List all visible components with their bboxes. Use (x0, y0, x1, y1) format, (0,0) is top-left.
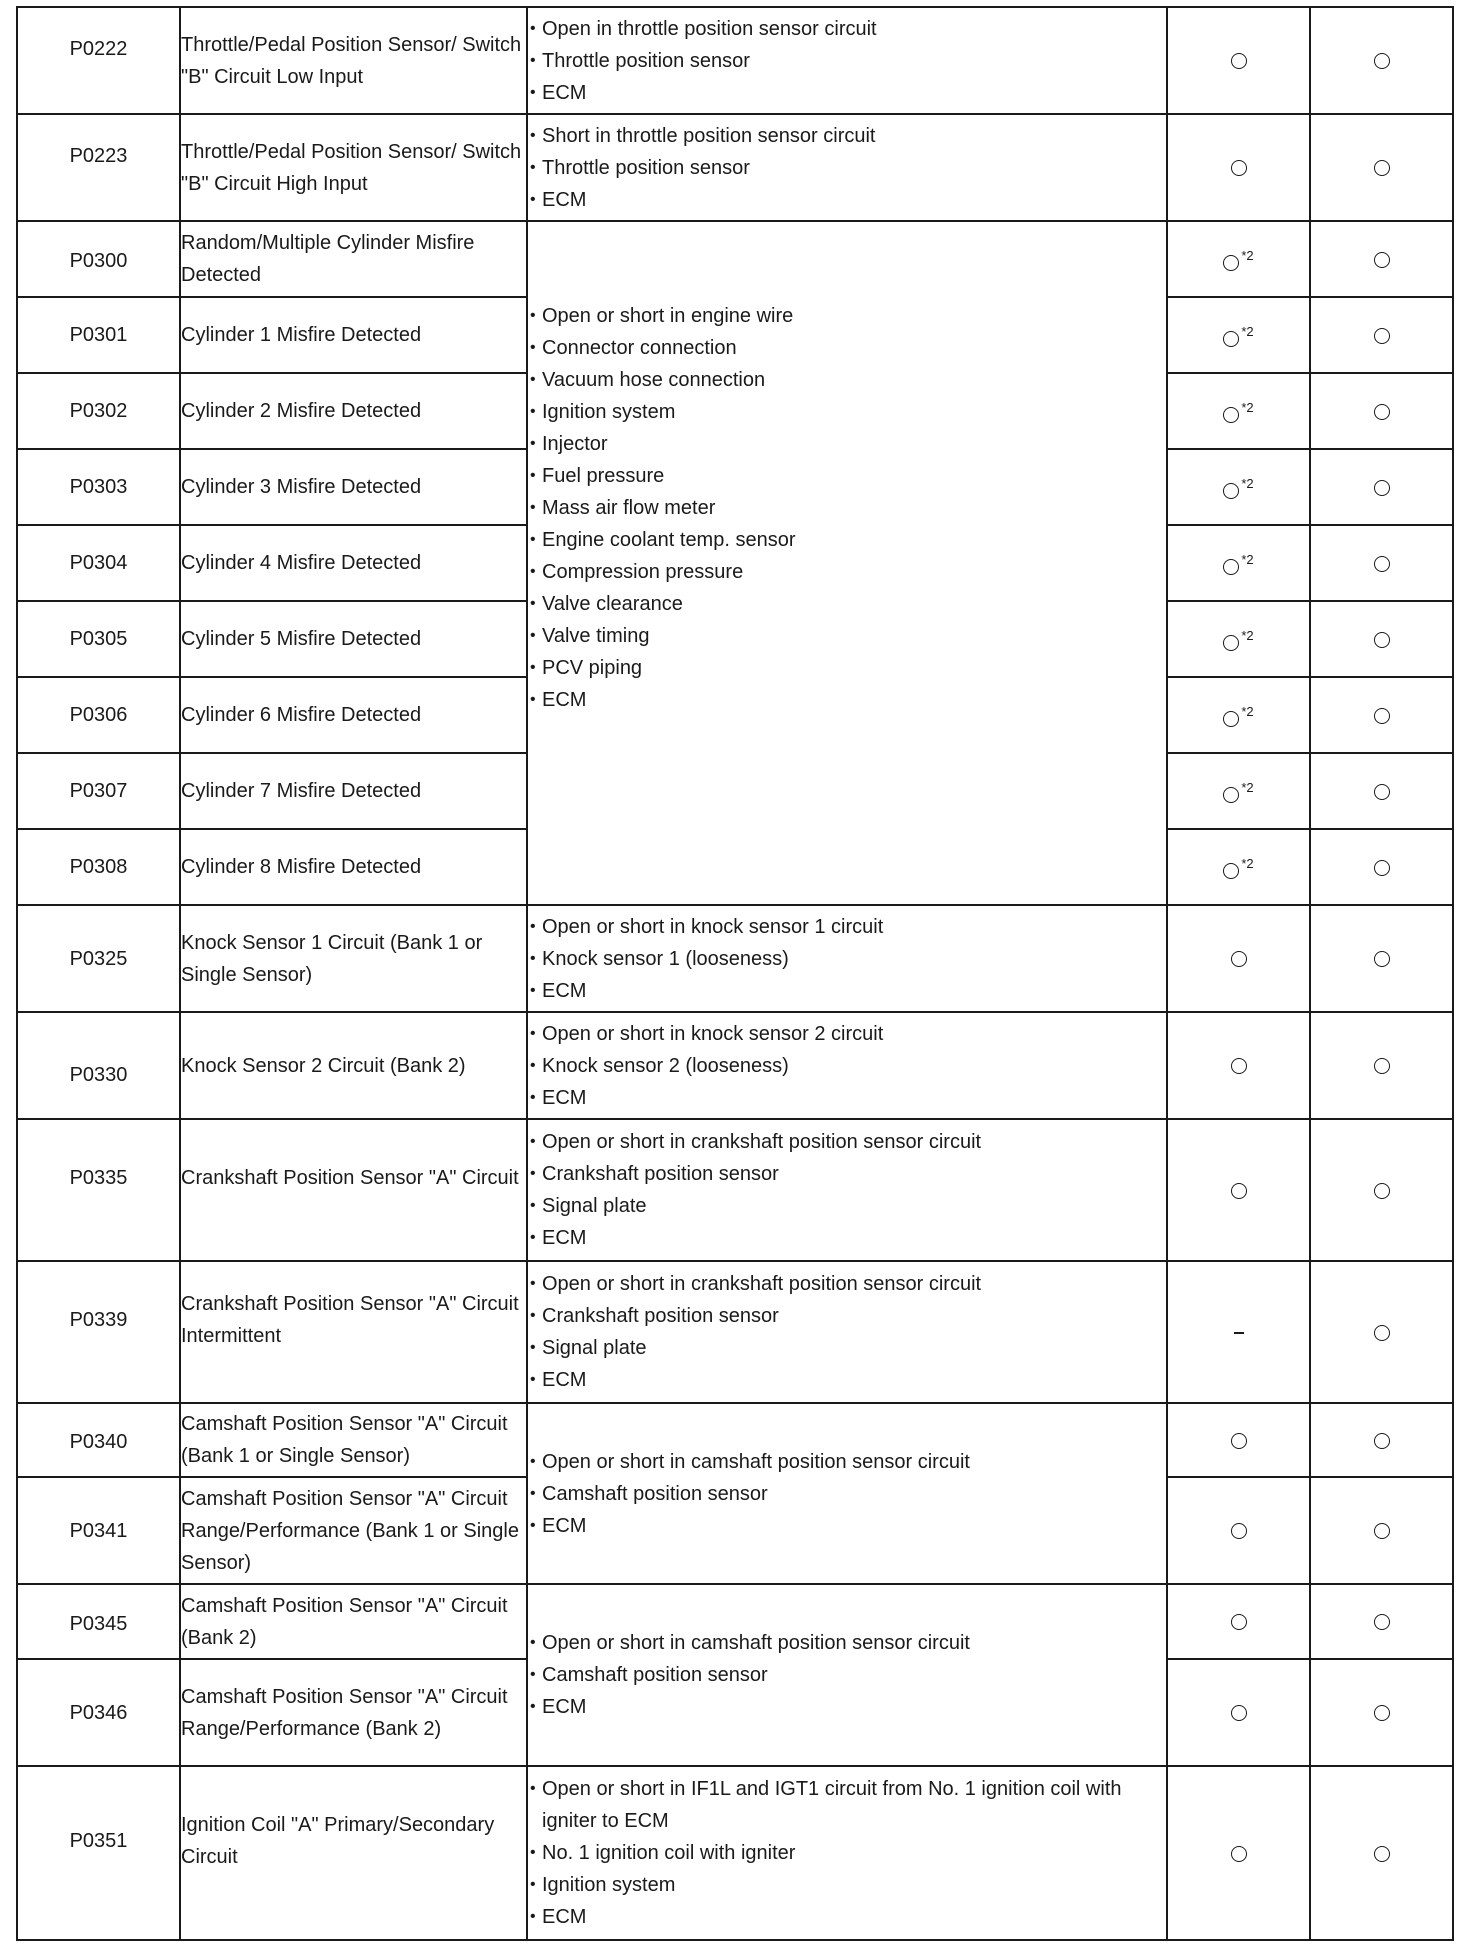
dtc-code: P0307 (17, 753, 180, 829)
circle-icon (1223, 255, 1239, 271)
footnote-ref: *2 (1241, 552, 1254, 567)
dtc-code: P0303 (17, 449, 180, 525)
footnote-ref: *2 (1241, 856, 1254, 871)
trouble-area-item: • Ignition system (528, 396, 1166, 428)
dtc-code: P0222 (17, 7, 180, 114)
dtc-code: P0223 (17, 114, 180, 221)
circle-icon (1374, 860, 1390, 876)
memory-mark (1310, 114, 1453, 221)
detection-item: Random/Multiple Cylinder Misfire Detected (180, 221, 527, 297)
mil-mark (1167, 601, 1310, 677)
table-row (17, 1766, 1453, 1940)
memory-mark (1310, 1766, 1453, 1940)
circle-icon (1374, 708, 1390, 724)
dtc-code: P0308 (17, 829, 180, 905)
trouble-area-item: • ECM (528, 1901, 1166, 1933)
circle-icon (1374, 1433, 1390, 1449)
trouble-area-item: • Valve timing (528, 620, 1166, 652)
trouble-area-item: • ECM (528, 975, 1166, 1007)
memory-mark (1310, 601, 1453, 677)
table-row (17, 7, 1453, 114)
table-row (17, 1584, 1453, 1659)
memory-mark (1310, 753, 1453, 829)
dtc-code: P0341 (17, 1477, 180, 1584)
mil-mark (1167, 1477, 1310, 1584)
circle-icon (1374, 480, 1390, 496)
trouble-area-item: • ECM (528, 77, 1166, 109)
circle-icon (1223, 331, 1239, 347)
mil-mark (1167, 829, 1310, 905)
trouble-area-item: • Compression pressure (528, 556, 1166, 588)
table-row (17, 1261, 1453, 1403)
detection-item: Cylinder 1 Misfire Detected (180, 297, 527, 373)
memory-mark (1310, 1403, 1453, 1477)
circle-icon (1374, 556, 1390, 572)
dtc-code: P0339 (17, 1261, 180, 1403)
trouble-area-item: • Signal plate (528, 1190, 1166, 1222)
trouble-area-item: • PCV piping (528, 652, 1166, 684)
mil-mark (1167, 449, 1310, 525)
trouble-area-item: • Fuel pressure (528, 460, 1166, 492)
circle-icon (1374, 632, 1390, 648)
detection-item: Knock Sensor 2 Circuit (Bank 2) (180, 1012, 527, 1119)
detection-item: Crankshaft Position Sensor "A" Circuit (180, 1119, 527, 1261)
circle-icon (1231, 53, 1247, 69)
footnote-ref: *2 (1241, 780, 1254, 795)
detection-item: Cylinder 3 Misfire Detected (180, 449, 527, 525)
dash-mark (1234, 1332, 1244, 1334)
trouble-area-item: • Knock sensor 1 (looseness) (528, 943, 1166, 975)
detection-item: Knock Sensor 1 Circuit (Bank 1 or Single Sensor) (180, 905, 527, 1012)
trouble-area (527, 7, 1167, 114)
memory-mark (1310, 1012, 1453, 1119)
mil-mark (1167, 1584, 1310, 1659)
trouble-area-item: • Valve clearance (528, 588, 1166, 620)
table-row (17, 221, 1453, 297)
dtc-code: P0305 (17, 601, 180, 677)
detection-item: Cylinder 7 Misfire Detected (180, 753, 527, 829)
dtc-table (16, 6, 1454, 1941)
circle-icon (1223, 483, 1239, 499)
trouble-area-item: • Camshaft position sensor (528, 1659, 1166, 1691)
detection-item: Camshaft Position Sensor "A" Circuit (Bank 2) (180, 1584, 527, 1659)
circle-icon (1374, 784, 1390, 800)
circle-icon (1374, 1183, 1390, 1199)
footnote-ref: *2 (1241, 400, 1254, 415)
circle-icon (1223, 863, 1239, 879)
detection-item: Cylinder 4 Misfire Detected (180, 525, 527, 601)
trouble-area (527, 114, 1167, 221)
trouble-area-item: • Engine coolant temp. sensor (528, 524, 1166, 556)
trouble-area-item: • Open or short in knock sensor 2 circuit (528, 1018, 1166, 1050)
trouble-area-item: • Open or short in camshaft position sensor circuit (528, 1627, 1166, 1659)
mil-mark (1167, 1119, 1310, 1261)
mil-mark (1167, 7, 1310, 114)
memory-mark (1310, 1584, 1453, 1659)
detection-item: Crankshaft Position Sensor "A" Circuit Intermittent (180, 1261, 527, 1403)
dtc-code: P0351 (17, 1766, 180, 1940)
footnote-ref: *2 (1241, 628, 1254, 643)
mil-mark (1167, 373, 1310, 449)
trouble-area (527, 1766, 1167, 1940)
dtc-code: P0300 (17, 221, 180, 297)
trouble-area-item: • Signal plate (528, 1332, 1166, 1364)
circle-icon (1374, 951, 1390, 967)
trouble-area-item: • Short in throttle position sensor circuit (528, 120, 1166, 152)
trouble-area (527, 1584, 1167, 1766)
mil-mark (1167, 297, 1310, 373)
circle-icon (1223, 407, 1239, 423)
trouble-area-item: • Open or short in crankshaft position sensor circuit (528, 1268, 1166, 1300)
trouble-area-item: • Camshaft position sensor (528, 1478, 1166, 1510)
trouble-area-item: • Throttle position sensor (528, 45, 1166, 77)
circle-icon (1374, 404, 1390, 420)
memory-mark (1310, 449, 1453, 525)
memory-mark (1310, 1119, 1453, 1261)
circle-icon (1231, 951, 1247, 967)
trouble-area-item: • Open or short in knock sensor 1 circuit (528, 911, 1166, 943)
dtc-code: P0345 (17, 1584, 180, 1659)
detection-item: Camshaft Position Sensor "A" Circuit Range/Performance (Bank 2) (180, 1659, 527, 1766)
trouble-area-item: • ECM (528, 1082, 1166, 1114)
trouble-area (527, 1403, 1167, 1584)
circle-icon (1231, 1433, 1247, 1449)
circle-icon (1231, 1523, 1247, 1539)
circle-icon (1374, 160, 1390, 176)
dtc-code: P0335 (17, 1119, 180, 1261)
circle-icon (1374, 1325, 1390, 1341)
trouble-area-item: • Open or short in crankshaft position sensor circuit (528, 1126, 1166, 1158)
mil-mark (1167, 1659, 1310, 1766)
table-row (17, 1012, 1453, 1119)
mil-mark (1167, 1766, 1310, 1940)
memory-mark (1310, 1477, 1453, 1584)
trouble-area (527, 1261, 1167, 1403)
mil-mark (1167, 905, 1310, 1012)
trouble-area-item: • Vacuum hose connection (528, 364, 1166, 396)
trouble-area-item: • ECM (528, 1222, 1166, 1254)
trouble-area-item: • Crankshaft position sensor (528, 1300, 1166, 1332)
mil-mark (1167, 221, 1310, 297)
detection-item: Throttle/Pedal Position Sensor/ Switch "B" Circuit High Input (180, 114, 527, 221)
detection-item: Ignition Coil "A" Primary/Secondary Circuit (180, 1766, 527, 1940)
trouble-area-item: • Mass air flow meter (528, 492, 1166, 524)
trouble-area-item: • ECM (528, 1691, 1166, 1723)
trouble-area-item: • Connector connection (528, 332, 1166, 364)
trouble-area-item: • No. 1 ignition coil with igniter (528, 1837, 1166, 1869)
circle-icon (1374, 1705, 1390, 1721)
trouble-area-item: • ECM (528, 684, 1166, 716)
footnote-ref: *2 (1241, 704, 1254, 719)
trouble-area-item: • Throttle position sensor (528, 152, 1166, 184)
memory-mark (1310, 7, 1453, 114)
circle-icon (1374, 1846, 1390, 1862)
mil-mark (1167, 753, 1310, 829)
memory-mark (1310, 905, 1453, 1012)
mil-mark (1167, 1012, 1310, 1119)
mil-mark (1167, 1261, 1310, 1403)
detection-item: Cylinder 2 Misfire Detected (180, 373, 527, 449)
dtc-code: P0306 (17, 677, 180, 753)
circle-icon (1223, 635, 1239, 651)
detection-item: Camshaft Position Sensor "A" Circuit (Bank 1 or Single Sensor) (180, 1403, 527, 1477)
circle-icon (1231, 1614, 1247, 1630)
circle-icon (1374, 252, 1390, 268)
trouble-area-item: • ECM (528, 1364, 1166, 1396)
trouble-area-item: • Open in throttle position sensor circuit (528, 13, 1166, 45)
table-row (17, 905, 1453, 1012)
detection-item: Cylinder 5 Misfire Detected (180, 601, 527, 677)
circle-icon (1223, 559, 1239, 575)
circle-icon (1374, 1614, 1390, 1630)
dtc-code: P0301 (17, 297, 180, 373)
table-row (17, 1119, 1453, 1261)
memory-mark (1310, 677, 1453, 753)
mil-mark (1167, 1403, 1310, 1477)
trouble-area (527, 1119, 1167, 1261)
trouble-area-item: • Open or short in engine wire (528, 300, 1166, 332)
memory-mark (1310, 1659, 1453, 1766)
footnote-ref: *2 (1241, 476, 1254, 491)
circle-icon (1231, 1705, 1247, 1721)
trouble-area (527, 1012, 1167, 1119)
trouble-area-item: • Open or short in IF1L and IGT1 circuit from No. 1 ignition coil with igniter to ECM (528, 1773, 1166, 1837)
memory-mark (1310, 221, 1453, 297)
dtc-code: P0346 (17, 1659, 180, 1766)
dtc-code: P0330 (17, 1012, 180, 1119)
circle-icon (1231, 1846, 1247, 1862)
trouble-area-item: • Injector (528, 428, 1166, 460)
dtc-code: P0340 (17, 1403, 180, 1477)
memory-mark (1310, 1261, 1453, 1403)
trouble-area-item: • Ignition system (528, 1869, 1166, 1901)
dtc-code: P0302 (17, 373, 180, 449)
circle-icon (1374, 1523, 1390, 1539)
trouble-area (527, 905, 1167, 1012)
detection-item: Cylinder 8 Misfire Detected (180, 829, 527, 905)
detection-item: Throttle/Pedal Position Sensor/ Switch "B" Circuit Low Input (180, 7, 527, 114)
trouble-area-item: • Knock sensor 2 (looseness) (528, 1050, 1166, 1082)
circle-icon (1231, 1058, 1247, 1074)
mil-mark (1167, 677, 1310, 753)
detection-item: Camshaft Position Sensor "A" Circuit Range/Performance (Bank 1 or Single Sensor) (180, 1477, 527, 1584)
mil-mark (1167, 525, 1310, 601)
dtc-code: P0325 (17, 905, 180, 1012)
memory-mark (1310, 297, 1453, 373)
memory-mark (1310, 525, 1453, 601)
trouble-area-item: • Open or short in camshaft position sensor circuit (528, 1446, 1166, 1478)
circle-icon (1231, 160, 1247, 176)
footnote-ref: *2 (1241, 324, 1254, 339)
circle-icon (1231, 1183, 1247, 1199)
detection-item: Cylinder 6 Misfire Detected (180, 677, 527, 753)
dtc-code: P0304 (17, 525, 180, 601)
table-row (17, 114, 1453, 221)
trouble-area-item: • Crankshaft position sensor (528, 1158, 1166, 1190)
circle-icon (1223, 787, 1239, 803)
circle-icon (1374, 1058, 1390, 1074)
trouble-area-item: • ECM (528, 1510, 1166, 1542)
memory-mark (1310, 829, 1453, 905)
memory-mark (1310, 373, 1453, 449)
circle-icon (1374, 53, 1390, 69)
footnote-ref: *2 (1241, 248, 1254, 263)
mil-mark (1167, 114, 1310, 221)
table-row (17, 1403, 1453, 1477)
circle-icon (1374, 328, 1390, 344)
trouble-area-item: • ECM (528, 184, 1166, 216)
circle-icon (1223, 711, 1239, 727)
trouble-area (527, 221, 1167, 905)
